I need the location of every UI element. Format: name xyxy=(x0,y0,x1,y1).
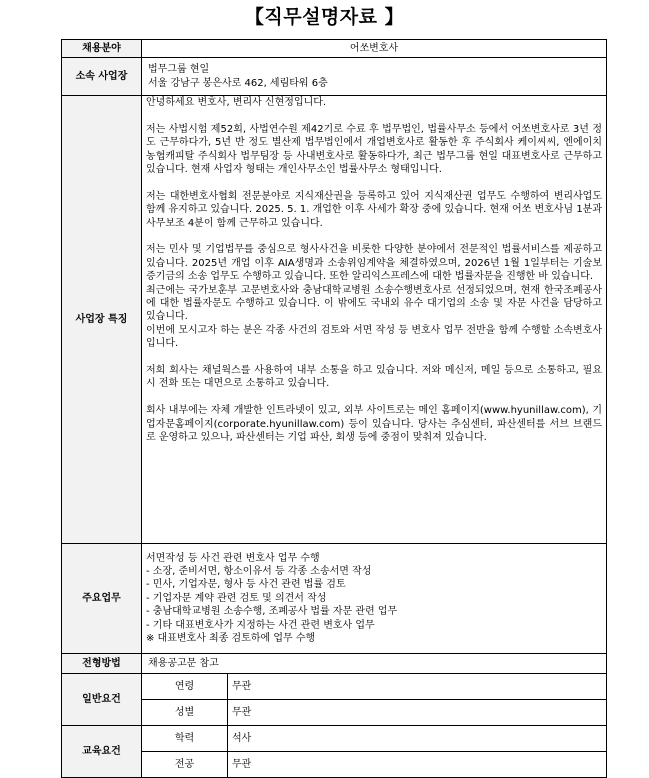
major-value: 무관 xyxy=(228,752,607,778)
degree-value: 석사 xyxy=(228,726,607,752)
row-features xyxy=(62,96,607,544)
duty-item: - 기타 대표변호사가 지정하는 사건 관련 변호사 업무 xyxy=(146,619,375,631)
method-label: 전형방법 xyxy=(62,654,142,674)
row-education-degree xyxy=(62,726,607,752)
feature-paragraph: 최근에는 국가보훈부 고문변호사와 충남대학교병원 소송수행변호사로 선정되었으며, 현재 한국조폐공사에 대한 법률자문도 수행하고 있습니다. 이 밖에도 국내외 유수 대기업의 소송 및 자문 사건을 담당하고 있습니다. xyxy=(146,284,602,323)
feature-paragraph: 저는 대한변호사협회 전문분야로 지식재산권을 등록하고 있어 지식재산권 업무도 수행하여 변리사업도 함께 유지하고 있습니다. 2025. 5. 1. 개업한 이후 사세가 확장 중에 있습니다. 현재 어쏘 변호사님 1분과 사무보조 4분이 함께 근무하고 있습니다. xyxy=(146,190,602,229)
feature-paragraph: 회사 내부에는 자체 개발한 인트라넷이 있고, 외부 사이트로는 메인 홈페이지(www.hyunillaw.com), 기업자문홈페이지(corporate.hyunillaw.com) 등이 있습니다. 당사는 추심센터, 파산센터를 서브 브랜드로 운영하고 있으나, 파산센터는 기업 파산, 회생 등에 중점이 맞춰져 있습니다. xyxy=(146,405,602,444)
duty-item: - 충남대학교병원 소송수행, 조폐공사 법률 자문 관련 업무 xyxy=(146,606,398,618)
feature-paragraph: 이번에 모시고자 하는 분은 각종 사건의 검토와 서면 작성 등 변호사 업무 전반을 함께 수행할 소속변호사입니다. xyxy=(146,324,602,350)
document-title: 【직무설명자료 】 xyxy=(244,6,405,28)
field-value: 어쏘변호사 xyxy=(142,40,607,58)
paragraph-gap xyxy=(146,230,602,243)
features-value xyxy=(142,96,607,544)
duties-label: 주요업무 xyxy=(62,544,142,654)
row-education-major xyxy=(62,752,607,778)
duty-item: 서면작성 등 사건 관련 변호사 업무 수행 xyxy=(146,552,320,564)
row-general-age xyxy=(62,674,607,700)
row-field xyxy=(62,40,607,58)
features-label: 사업장 특징 xyxy=(62,96,142,544)
workplace-name: 법무그룹 현일 xyxy=(148,64,210,76)
method-value: 채용공고문 참고 xyxy=(142,654,607,674)
degree-key: 학력 xyxy=(142,726,228,752)
feature-paragraph: 안녕하세요 변호사, 변리사 신현정입니다. xyxy=(146,97,327,108)
paragraph-gap xyxy=(146,351,602,364)
age-key: 연령 xyxy=(142,674,228,700)
row-duties xyxy=(62,544,607,654)
major-key: 전공 xyxy=(142,752,228,778)
gender-value: 무관 xyxy=(228,700,607,726)
row-general-gender xyxy=(62,700,607,726)
duty-item: - 소장, 준비서면, 항소이유서 등 각종 소송서면 작성 xyxy=(146,565,372,577)
paragraph-gap xyxy=(146,391,602,404)
row-method xyxy=(62,654,607,674)
workplace-address: 서울 강남구 봉은사로 462, 세림타워 6층 xyxy=(148,77,328,89)
general-label: 일반요건 xyxy=(62,674,142,726)
workplace-value xyxy=(142,58,607,96)
field-label: 채용분야 xyxy=(62,40,142,58)
job-description-table xyxy=(61,39,607,778)
gender-key: 성별 xyxy=(142,700,228,726)
education-label: 교육요건 xyxy=(62,726,142,778)
duty-item: ※ 대표변호사 최종 검토하에 업무 수행 xyxy=(146,633,316,645)
age-value: 무관 xyxy=(228,674,607,700)
feature-paragraph: 저는 사법시험 제52회, 사법연수원 제42기로 수료 후 법무법인, 법률사무소 등에서 어쏘변호사로 3년 정도 근무하다가, 5년 반 정도 별산제 법무법인에서 개업변호사로 활동한 후 주식회사 케이씨씨, 엔에이치농협캐피탈 주식회사 법무팀장 등 사내변호사로 활동하다가, 최근 법무그룹 현일 대표변호사로 근무하고 있습니다. 현재 사업자 형태는 개인사무소인 법률사무소 형태입니다. xyxy=(146,123,602,176)
duty-item: - 민사, 기업자문, 형사 등 사건 관련 법률 검토 xyxy=(146,579,346,591)
feature-paragraph: 저희 회사는 채널웍스를 사용하여 내부 소통을 하고 있습니다. 저와 메신저, 메일 등으로 소통하고, 필요시 전화 또는 대면으로 소통하고 있습니다. xyxy=(146,365,602,390)
duty-item: - 기업자문 계약 관련 검토 및 의견서 작성 xyxy=(146,592,327,604)
workplace-label: 소속 사업장 xyxy=(62,58,142,96)
feature-paragraph: 저는 민사 및 기업법무를 중심으로 형사사건을 비롯한 다양한 분야에서 전문적인 법률서비스를 제공하고 있습니다. 2025년 개업 이후 AIA생명과 소송위임계약을 체결하였으며, 2026년 1월 1일부터는 기술보증기금의 소송 업무도 수행하고 있습니다. 또한 알리익스프레스에 대한 법률자문을 진행한 바 있습니다. xyxy=(146,244,602,283)
row-workplace xyxy=(62,58,607,96)
paragraph-gap xyxy=(146,109,602,122)
duties-value xyxy=(142,544,607,654)
paragraph-gap xyxy=(146,176,602,189)
